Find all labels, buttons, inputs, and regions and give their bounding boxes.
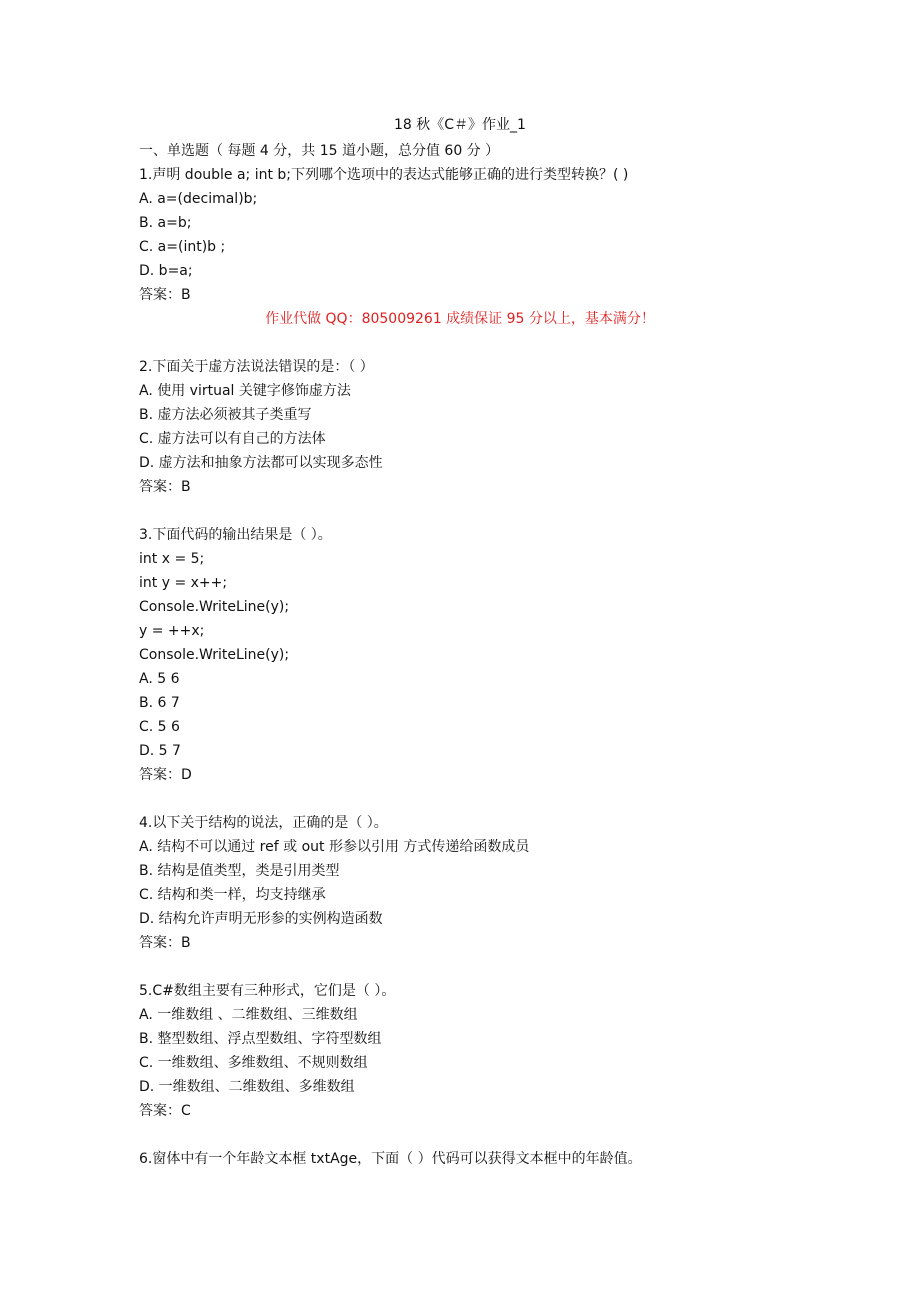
code-line: y = ++x; [139, 623, 205, 639]
question-text: 3.下面代码的输出结果是（ ）。 [139, 527, 332, 543]
option-a: A. 使用 virtual 关键字修饰虚方法 [139, 383, 351, 399]
option-b: B. 结构是值类型，类是引用类型 [139, 863, 340, 879]
option-a: A. a=(decimal)b; [139, 191, 258, 207]
answer: 答案：B [139, 479, 191, 495]
question-2 [139, 355, 839, 499]
code-line: Console.WriteLine(y); [139, 599, 290, 615]
question-text: 5.C#数组主要有三种形式，它们是（ ）。 [139, 983, 396, 999]
option-c: C. 一维数组、多维数组、不规则数组 [139, 1055, 368, 1071]
option-a: A. 结构不可以通过 ref 或 out 形参以引用 方式传递给函数成员 [139, 839, 530, 855]
answer: 答案：D [139, 767, 192, 783]
option-a: A. 5 6 [139, 671, 180, 687]
option-b: B. 6 7 [139, 695, 180, 711]
option-b: B. 虚方法必须被其子类重写 [139, 407, 312, 423]
document-title: 18 秋《C＃》作业_1 [394, 117, 526, 133]
question-1 [139, 163, 839, 307]
code-line: int y = x++; [139, 575, 228, 591]
spacer [139, 955, 839, 979]
option-d: D. 结构允许声明无形参的实例构造函数 [139, 911, 383, 927]
option-c: C. a=(int)b ; [139, 239, 226, 255]
option-d: D. 虚方法和抽象方法都可以实现多态性 [139, 455, 383, 471]
option-b: B. 整型数组、浮点型数组、字符型数组 [139, 1031, 382, 1047]
document-body [139, 139, 839, 1171]
answer: 答案：C [139, 1103, 191, 1119]
option-b: B. a=b; [139, 215, 192, 231]
spacer [139, 1123, 839, 1147]
section-header: 一、单选题（ 每题 4 分，共 15 道小题，总分值 60 分 ） [139, 143, 500, 159]
option-d: D. b=a; [139, 263, 193, 279]
option-d: D. 5 7 [139, 743, 181, 759]
option-c: C. 虚方法可以有自己的方法体 [139, 431, 326, 447]
spacer [139, 787, 839, 811]
question-text: 2.下面关于虚方法说法错误的是：（ ） [139, 359, 374, 375]
option-c: C. 结构和类一样，均支持继承 [139, 887, 326, 903]
notice-banner: 作业代做 QQ：805009261 成绩保证 95 分以上，基本满分！ [265, 311, 655, 327]
option-a: A. 一维数组 、二维数组、三维数组 [139, 1007, 358, 1023]
answer: 答案：B [139, 287, 191, 303]
question-text: 1.声明 double a; int b;下列哪个选项中的表达式能够正确的进行类型转换？( ) [139, 167, 629, 183]
option-c: C. 5 6 [139, 719, 180, 735]
question-5 [139, 979, 839, 1123]
question-6 [139, 1147, 839, 1171]
question-text: 6.窗体中有一个年龄文本框 txtAge，下面（ ）代码可以获得文本框中的年龄值。 [139, 1151, 642, 1167]
question-4 [139, 811, 839, 955]
spacer [139, 499, 839, 523]
code-line: int x = 5; [139, 551, 205, 567]
question-3 [139, 523, 839, 787]
spacer [139, 331, 839, 355]
option-d: D. 一维数组、二维数组、多维数组 [139, 1079, 355, 1095]
code-line: Console.WriteLine(y); [139, 647, 290, 663]
question-text: 4.以下关于结构的说法，正确的是（ ）。 [139, 815, 388, 831]
answer: 答案：B [139, 935, 191, 951]
